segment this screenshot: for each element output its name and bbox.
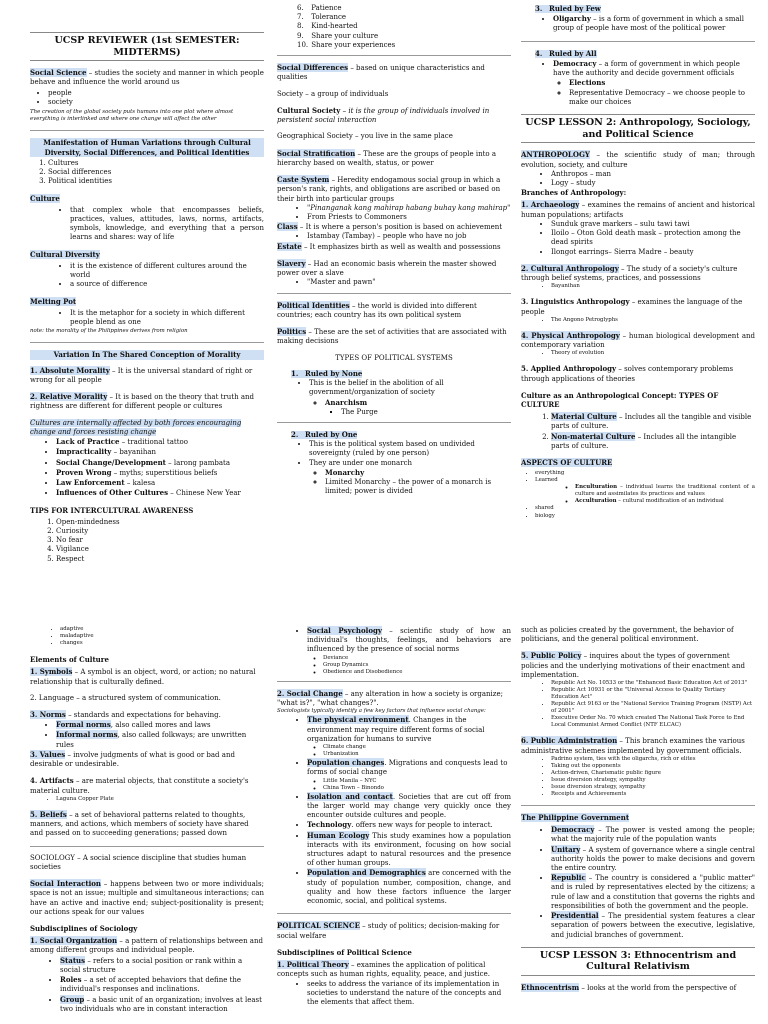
- ruled-by-few: 3. Ruled by Few • Oligarchy – is a form of government in which a small group of people have most of the political power 4. Ruled by All • Democracy – a form of government in which people have the authority and decide government officials ◦ Elections ◦ Representative Democracy – we choose people to make our choices: [521, 4, 755, 107]
- list-item: • Technology. offers new ways for people to interact.: [307, 820, 511, 830]
- class-def: Class – It is where a person's position is based on achievement: [277, 222, 503, 232]
- divider: [277, 913, 511, 914]
- types-of-culture-list: [521, 412, 755, 451]
- caste-list: [277, 204, 511, 222]
- melting-pot-list: [30, 309, 264, 327]
- divider: [30, 846, 264, 847]
- types-heading: TYPES OF POLITICAL SYSTEMS: [335, 353, 453, 362]
- archaeology-list: [521, 220, 755, 257]
- list-item: • Status – refers to a social position or rank within a social structure: [60, 956, 264, 975]
- list-item: • Sunduk grave markers – sulu tawi tawi: [551, 220, 755, 229]
- ruled-by-none-list: [291, 379, 511, 417]
- list-item: 1. Cultures: [48, 159, 264, 168]
- list-item: 2. Curiosity: [56, 527, 264, 536]
- list-item: • that complex whole that encompasses beliefs, practices, values, attitudes, laws, norms, artifacts, symbols, knowledge, and everything that a person learns and shares: way of life: [70, 206, 264, 243]
- list-item: • Learned ◦ Enculturation – individual learns the traditional content of a culture and assimilates its practices and values ◦ Acculturation – cultural modification of an individual: [535, 477, 755, 505]
- cultural-diversity-list: [30, 262, 264, 290]
- list-item: • Republic – The country is considered a "public matter" and is ruled by representatives elected by the citizens; a rule of law and a constitution that governs the rights and responsibilities of both the government and the people.: [551, 873, 755, 911]
- list-item: 2. Social differences: [48, 168, 264, 177]
- ruled-by-all-title: Ruled by All: [549, 48, 597, 58]
- bottom-column-2: [277, 626, 511, 1024]
- list-item: • maladaptive: [60, 633, 264, 640]
- list-item: • shared: [535, 505, 755, 512]
- list-item: • Issue diversion strategy, sympathy: [551, 777, 755, 784]
- linguistics-list: [521, 317, 755, 324]
- slavery-list: [277, 278, 511, 287]
- manifestation-heading: Manifestation of Human Variations through Cultural Diversity, Social Differences, and Political Identities: [30, 138, 264, 156]
- list-item: • Social Change/Development – larong pambata: [56, 458, 264, 468]
- beliefs-def: 5. Beliefs – a set of behavioral patterns related to thoughts, manners, and actions, which members of society have shared and passed on to succeeding generations; passed down: [30, 809, 249, 838]
- list-item: • adaptive: [60, 626, 264, 633]
- list-item: • Democracy – The power is vested among the people; what the majority rule of the population wants: [551, 825, 755, 844]
- list-item: • "Master and pawn": [307, 278, 511, 287]
- ethnocentrism-def: Ethnocentrism – looks at the world from the perspective of: [521, 983, 737, 993]
- top-column-1: [30, 32, 264, 563]
- list-item: ◦ Monarchy: [325, 468, 511, 478]
- ruled-by-none-title: Ruled by None: [305, 368, 363, 378]
- symbols-def: 1. Symbols – A symbol is an object, word, or action; no natural relationship that is culturally defined.: [30, 667, 256, 686]
- list-item: • changes: [60, 640, 264, 647]
- list-item: 10. Share your experiences: [297, 40, 396, 49]
- list-item: ◦ Little Manila – NYC: [323, 778, 511, 785]
- list-item: • people: [48, 89, 264, 98]
- list-item: • The physical environment. Changes in the environment may require different forms of social organization for humans to survive ◦ Climate change ◦ Urbanization: [307, 715, 511, 758]
- list-item: • Republic Act No. 10533 or the "Enhanced Basic Education Act of 2013": [551, 680, 755, 687]
- public-administration-def: 6. Public Administration – This branch examines the various administrative schemes implemented by government officials.: [521, 736, 745, 755]
- culture-heading: Culture: [30, 193, 60, 203]
- manifestation-list: [30, 159, 264, 187]
- social-change-note: Sociologists typically identify a few key factors that influence social change:: [277, 708, 486, 715]
- list-item: 3. No fear: [56, 536, 264, 545]
- ruled-by-all-list: [535, 59, 755, 107]
- elements-heading: Elements of Culture: [30, 655, 109, 665]
- list-item: • Republic Act 9163 or the "National Service Training Program (NSTP) Act of 2001": [551, 701, 755, 715]
- list-item: • Bayanihan: [551, 283, 755, 290]
- artifacts-def: 4. Artifacts – are material objects, that constitute a society's material culture.: [30, 776, 249, 795]
- list-item: • Isolation and contact. Societies that are cut off from the larger world may change very quickly once they encounter outside cultures and people.: [307, 792, 511, 821]
- list-item: • Republic Act 10931 or the "Universal Access to Quality Tertiary Education Act": [551, 687, 755, 701]
- language-def: 2. Language – a structured system of communication.: [30, 693, 221, 702]
- ph-government-heading: The Philippine Government: [521, 812, 630, 822]
- lesson3-title: UCSP LESSON 3: Ethnocentrism and Cultural Relativism: [521, 947, 755, 976]
- list-item: ◦ Group Dynamics: [323, 662, 511, 669]
- geographical-society: Geographical Society – you live in the same place: [277, 132, 453, 141]
- branches-heading: Branches of Anthropology:: [521, 188, 627, 198]
- list-item: • Anthropos – man: [551, 170, 755, 179]
- anthropology-def: ANTHROPOLOGY – the scientific study of man; through evolution, society, and culture: [521, 150, 755, 169]
- reviewer-title: UCSP REVIEWER (1st SEMESTER: MIDTERMS): [30, 32, 264, 61]
- divider: [277, 55, 511, 56]
- political-identities: Political Identities – the world is divided into different countries; each country has its own political system: [277, 300, 477, 319]
- tips-continued-list: [277, 4, 511, 50]
- cultural-diversity-heading: Cultural Diversity: [30, 249, 100, 259]
- list-item: • Oligarchy – is a form of government in which a small group of people have most of the political power: [553, 14, 755, 33]
- list-item: • Formal norms, also called mores and laws: [56, 720, 264, 730]
- aspects-heading: ASPECTS OF CULTURE: [521, 458, 613, 468]
- list-item: • Theory of evolution: [551, 350, 755, 357]
- social-differences: Social Differences – based on unique characteristics and qualities: [277, 63, 485, 82]
- anthropology-list: [521, 170, 755, 188]
- list-item: • Democracy – a form of government in which people have the authority and decide government officials ◦ Elections ◦ Representative Democracy – we choose people to make our choices: [553, 59, 755, 107]
- social-change-def: 2. Social Change – any alteration in how a society is organize; "what is?", "what changes?".: [277, 688, 503, 707]
- divider: [521, 41, 755, 42]
- public-policy-def: 5. Public Policy – inquires about the types of government policies and the underlying motivations of their enactment and implementation.: [521, 651, 745, 679]
- list-item: • They are under one monarch ◦ Monarchy ◦ Limited Monarchy – the power of a monarch is limited; power is divided: [309, 459, 511, 497]
- list-item: ◦ Climate change: [323, 744, 511, 751]
- lesson2-title: UCSP LESSON 2: Anthropology, Sociology, and Political Science: [521, 114, 755, 143]
- list-item: • Executive Order No. 70 which created The National Task Force to End Local Communist Armed Conflict (NTF ELCAC): [551, 715, 755, 729]
- list-item: • Roles – a set of accepted behaviors that define the individual's responses and inclinations.: [60, 975, 264, 994]
- list-item: ◦ Urbanization: [323, 751, 511, 758]
- list-item: • Social Psychology – scientific study of how an individual's thoughts, feelings, and behaviors are influenced by the presence of social norms ◦ Deviance ◦ Group Dynamics ◦ Obedience and Disobedience: [307, 626, 511, 676]
- melting-pot-heading: Melting Pot: [30, 296, 77, 306]
- caste-system: Caste System – Heredity endogamous social group in which a person's rank, rights, and obligations are ascribed or based on their birth into particular groups: [277, 175, 501, 203]
- list-item: ◦ Elections: [569, 78, 755, 88]
- list-item: ◦ Anarchism ▪ The Purge: [325, 398, 511, 417]
- social-science-list: [30, 89, 264, 107]
- list-item: • This is the belief in the abolition of all government/organization of society ◦ Anarchism ▪ The Purge: [309, 379, 511, 417]
- physical-list: [521, 350, 755, 357]
- list-item: ◦ China Town – Binondo: [323, 785, 511, 792]
- list-item: • This is the political system based on undivided sovereignty (ruled by one person): [309, 440, 511, 458]
- bottom-column-3: [521, 626, 755, 1024]
- variation-heading: Variation In The Shared Conception of Morality: [30, 350, 264, 359]
- physical-anthropology: 4. Physical Anthropology – human biological development and contemporary variation: [521, 330, 755, 350]
- ruled-by-none: 1. Ruled by None • This is the belief in the abolition of all government/organization of society ◦ Anarchism ▪ The Purge 2. Ruled by One • This is the political system based on undivided sovereignty (ruled by one person) • They are under one monarch ◦ Monarchy ◦ Limited Monarchy – the power of a monarch is limited; power is divided: [277, 369, 511, 497]
- tips-heading: TIPS FOR INTERCULTURAL AWARENESS: [30, 505, 194, 515]
- list-item: ◦ Limited Monarchy – the power of a monarch is limited; power is divided: [325, 478, 511, 496]
- culture-traits-list: [30, 626, 264, 647]
- political-science-def: POLITICAL SCIENCE – study of politics; decision-making for social welfare: [277, 921, 500, 940]
- list-item: ◦ Representative Democracy – we choose people to make our choices: [569, 89, 755, 107]
- cultures-forces: Cultures are internally affected by both forces encouraging change and forces resisting change: [30, 418, 242, 436]
- linguistics-anthropology: 3. Linguistics Anthropology – examines the language of the people: [521, 297, 743, 316]
- list-item: • Issue diversion strategy, sympathy: [551, 784, 755, 791]
- divider: [521, 805, 755, 806]
- list-item: • it is the existence of different cultures around the world: [70, 262, 264, 280]
- list-item: • Padrino system, ties with the oligarchs, rich or elites: [551, 756, 755, 763]
- list-item: • Impracticality – bayanihan: [56, 447, 264, 457]
- list-item: ◦ Deviance: [323, 655, 511, 662]
- cultural-anthropology-list: [521, 283, 755, 290]
- list-item: 5. Respect: [56, 555, 264, 564]
- class-list: [277, 232, 511, 241]
- list-item: • society: [48, 98, 264, 107]
- social-stratification: Social Stratification – These are the groups of people into a hierarchy based on wealth, status, or power: [277, 148, 497, 167]
- sociology-subdisciplines-heading: Subdisciplines of Sociology: [30, 923, 138, 933]
- list-item: • "Pinanganak kang mahirap habang buhay kang mahirap": [307, 204, 511, 213]
- list-item: • Logy – study: [551, 179, 755, 188]
- list-item: 6. Patience: [297, 4, 342, 12]
- forces-list: [30, 437, 264, 498]
- cultural-society: Cultural Society – it is the group of individuals involved in persistent social interaction: [277, 105, 490, 125]
- list-item: 1. Open-mindedness: [56, 518, 264, 527]
- list-item: • Population changes. Migrations and conquests lead to forms of social change ◦ Little Manila – NYC ◦ China Town – Binondo: [307, 758, 511, 792]
- artifacts-list: [30, 796, 264, 803]
- social-organization-list: [30, 956, 264, 1014]
- list-item: • Istambay (Tambay) – people who have no job: [307, 232, 511, 241]
- divider: [277, 681, 511, 682]
- top-column-3: [521, 4, 756, 519]
- list-item: • seeks to address the variance of its implementation in societies to understand the nature of the concepts and the elements that affect them.: [307, 980, 511, 1008]
- applied-anthropology: 5. Applied Anthropology – solves contemporary problems through applications of theories: [521, 364, 734, 383]
- list-item: • Receipts and Achievements: [551, 791, 755, 798]
- list-item: • Unitary – A system of governance where a single central authority holds the power to make decisions and govern the entire country.: [551, 845, 755, 874]
- global-society-note: The creation of the global society puts humans into one plot where almost everything is interlinked and where one change will affect the other: [30, 109, 234, 123]
- polsci-subdisciplines-heading: Subdisciplines of Political Science: [277, 947, 412, 957]
- list-item: ◦ Enculturation – individual learns the traditional content of a culture and assimilates its practices and values: [575, 484, 755, 498]
- sociology-def: SOCIOLOGY – A social science discipline that studies human societies: [30, 853, 247, 871]
- social-change-factors: [277, 715, 511, 906]
- list-item: • everything: [535, 470, 755, 477]
- top-column-2: [277, 4, 511, 510]
- social-interaction-def: Social Interaction – happens between two or more individuals; space is not an issue; multiple and simultaneous interactions; can have an active and inactive end; subject-positionality is present; our actions speak for our values: [30, 879, 264, 916]
- list-item: • Laguna Copper Plate: [56, 796, 264, 803]
- public-administration-list: [521, 756, 755, 798]
- estate-def: Estate – It emphasizes birth as well as wealth and possessions: [277, 241, 501, 251]
- list-item: • Law Enforcement – kalesa: [56, 478, 264, 488]
- ruled-by-few-title: Ruled by Few: [549, 4, 601, 13]
- list-item: ◦ Acculturation – cultural modification of an individual: [575, 498, 755, 505]
- culture-list: [30, 206, 264, 243]
- society-def: Society – a group of individuals: [277, 89, 389, 98]
- list-item: 2. Non-material Culture – Includes all the intangible parts of culture.: [551, 432, 755, 451]
- divider: [30, 130, 264, 131]
- list-item: • Informal norms, also called folkways; are unwritten rules: [56, 730, 264, 749]
- divider: [277, 293, 511, 294]
- list-item: 3. Political identities: [48, 177, 264, 186]
- culture-concept-heading: Culture as an Anthropological Concept: TYPES OF CULTURE: [521, 390, 719, 409]
- page-bottom: [0, 512, 768, 1024]
- ruled-by-one-title: Ruled by One: [305, 429, 358, 439]
- norms-def: 3. Norms – standards and expectations for behaving.: [30, 709, 221, 719]
- list-item: 9. Share your culture: [297, 31, 379, 40]
- list-item: 7. Tolerance: [297, 13, 347, 22]
- ph-government-list: [521, 825, 755, 940]
- relative-morality: 2. Relative Morality – It is based on the theory that truth and rightness are different for different people or cultures: [30, 392, 254, 411]
- divider: [277, 422, 511, 423]
- list-item: 4. Vigilance: [56, 545, 264, 554]
- list-item: • Population and Demographics are concerned with the study of population number, composition, change, and quality and how these factors influence the larger economic, social, and political systems.: [307, 868, 511, 906]
- social-psychology-list: [277, 626, 511, 676]
- absolute-morality: 1. Absolute Morality – It is the universal standard of right or wrong for all people: [30, 365, 253, 384]
- slavery-def: Slavery – Had an economic basis wherein the master showed power over a slave: [277, 258, 497, 278]
- values-def: 3. Values – involve judgments of what is good or bad and desirable or undesirable.: [30, 749, 235, 769]
- ruled-by-few-list: [535, 14, 755, 33]
- list-item: • Iloilo – Oton Gold death mask – protection among the dead spirits: [551, 229, 755, 247]
- social-organization-def: 1. Social Organization – a pattern of relationships between and among different groups and individual people.: [30, 936, 263, 955]
- list-item: ▪ The Purge: [341, 408, 511, 417]
- list-item: • a source of difference: [70, 280, 264, 289]
- divider: [30, 342, 264, 343]
- ruled-by-one-list: [291, 440, 511, 496]
- list-item: • Human Ecology This study examines how a population interacts with its environment, focusing on how social structures adapt to natural resources and the presence of other human groups.: [307, 831, 511, 869]
- bottom-column-1: [30, 626, 264, 1024]
- comparative-politics-continued: such as policies created by the government, the behavior of politicians, and the general political environment.: [521, 626, 734, 644]
- list-item: 8. Kind-hearted: [297, 22, 358, 31]
- list-item: • The Angono Petroglyphs: [551, 317, 755, 324]
- list-item: • Presidential – The presidential system features a clear separation of powers between the executive, legislative, and judicial branches of government.: [551, 911, 755, 940]
- list-item: 1. Material Culture – Includes all the tangible and visible parts of culture.: [551, 412, 755, 431]
- list-item: • From Priests to Commoners: [307, 213, 511, 222]
- list-item: • biology: [535, 513, 755, 520]
- cultural-anthropology: 2. Cultural Anthropology – The study of a society's culture through belief systems, practices, and possessions: [521, 263, 738, 283]
- list-item: • Group – a basic unit of an organization; involves at least two individuals who are in constant interaction: [60, 995, 264, 1014]
- social-science-def: Social Science – studies the society and manner in which people behave and influence the world around us: [30, 68, 264, 87]
- list-item: • Influences of Other Cultures – Chinese New Year: [56, 488, 264, 498]
- politics-def: Politics – These are the set of activities that are associated with making decisions: [277, 327, 507, 346]
- public-policy-list: [521, 680, 755, 729]
- list-item: • Taking out the opponents: [551, 763, 755, 770]
- list-item: • Action-driven, Charismatic public figure: [551, 770, 755, 777]
- political-theory-list: [277, 980, 511, 1008]
- morality-note: note: the morality of the Philippines derives from religion: [30, 328, 188, 335]
- list-item: • Proven Wrong – myths; superstitious beliefs: [56, 468, 264, 478]
- list-item: ◦ Obedience and Disobedience: [323, 669, 511, 676]
- archaeology-def: 1. Archaeology – examines the remains of ancient and historical human populations; artifacts: [521, 200, 756, 219]
- list-item: • It is the metaphor for a society in which different people blend as one: [70, 309, 264, 327]
- list-item: • Lack of Practice – traditional tattoo: [56, 437, 264, 447]
- norms-list: [30, 720, 264, 750]
- political-theory-def: 1. Political Theory – examines the application of political concepts such as human rights, equality, peace, and justice.: [277, 960, 490, 979]
- list-item: • Ilongot earrings– Sierra Madre – beauty: [551, 248, 755, 257]
